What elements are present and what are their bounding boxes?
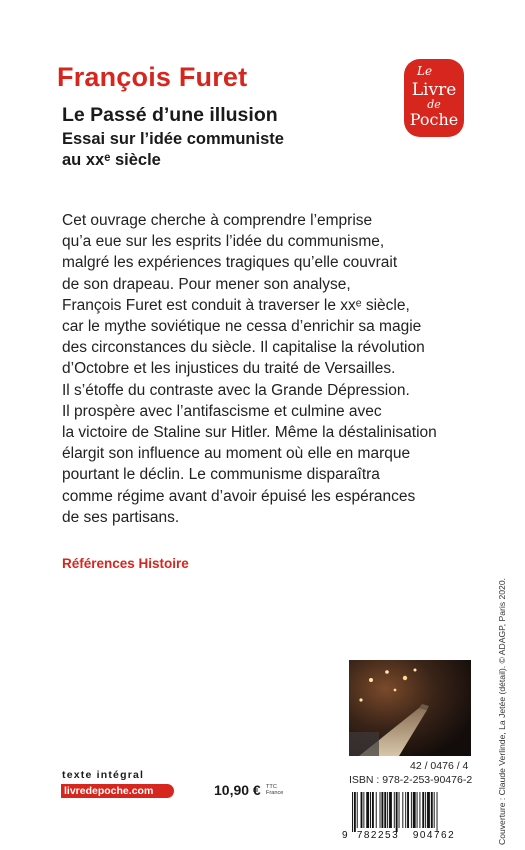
ean-barcode [340,790,472,840]
barcode-bar [396,792,398,832]
barcode-digits-left: 782253 [356,830,400,840]
barcode-bar [407,792,409,828]
price-note [266,784,283,796]
barcode-bar [389,792,392,828]
logo-text: Livre [411,80,457,100]
barcode-bar [402,792,403,828]
barcode-bar [361,792,363,828]
logo-text: de [427,98,441,111]
cover-artwork-thumbnail [349,660,471,756]
barcode-bar [405,792,406,828]
reference-number: 42 / 0476 / 4 [410,760,469,772]
blurb-line: malgré les expériences tragiques qu’elle couvrait [62,254,398,272]
barcode-bar [366,792,369,828]
barcode-bar [370,792,371,828]
barcode-bar [363,792,364,828]
barcode-bar [427,792,430,828]
barcode-bar [437,792,438,832]
blurb-line: de son drapeau. Pour mener son analyse, [62,275,351,293]
barcode-bar [394,792,395,828]
barcode-bar [381,792,383,828]
livre-de-poche-logo [403,58,465,138]
blurb-line: comme régime avant d’avoir épuisé les espérances [62,487,416,505]
barcode-digits-right: 904762 [412,830,456,840]
barcode-bar [411,792,412,828]
blurb-line: François Furet est conduit à traverser le xxᵉ siècle, [62,296,410,314]
blurb-line: qu’a eue sur les esprits l’idée du communisme, [62,233,385,251]
blurb-line: Il s’étoffe du contraste avec la Grande Dépression. [62,381,410,399]
barcode-bar [380,792,381,828]
back-cover-blurb [62,210,482,528]
texte-integral-label: texte intégral [62,769,145,781]
cover-credit: Couverture : Claude Verlinde, La Jetée (détail). © ADAGP, Paris 2020. [497,578,507,845]
barcode-bar [376,792,377,828]
subtitle-line: au xxᵉ siècle [62,151,161,169]
blurb-line: car le mythe soviétique ne cessa d’enrichir sa magie [62,318,422,336]
barcode-bar [384,792,386,828]
barcode-bar [434,792,435,828]
barcode-bar [419,792,420,828]
author-name: François Furet [57,62,248,92]
blurb-line: de ses partisans. [62,508,180,526]
barcode-bar [413,792,416,828]
price-note-country: France [266,790,284,796]
book-subtitle [62,129,284,171]
barcode-bar [354,792,356,832]
blurb-line: des circonstances du siècle. Il capitalise la révolution [62,339,425,357]
blurb-line: pourtant le déclin. Le communisme disparaîtra [62,466,380,484]
barcode-bar [399,792,400,828]
blurb-line: Il prospère avec l’antifascisme et culmine avec [62,402,382,420]
logo-text: Le [417,64,433,78]
barcode-bar [357,792,358,828]
barcode-bar [431,792,433,828]
price-note-ttc: TTC [266,784,277,790]
logo-text: Poche [409,110,459,129]
barcode-bar [387,792,388,828]
blurb-line: Cet ouvrage cherche à comprendre l’emprise [62,212,373,229]
collection-label: Références Histoire [62,556,189,571]
book-title: Le Passé d’une illusion [62,104,278,126]
isbn: ISBN : 978-2-253-90476-2 [349,774,473,786]
barcode-bar [422,792,424,828]
subtitle-line: Essai sur l’idée communiste [62,130,284,148]
barcode-bar [352,792,353,832]
barcode-digit: 9 [342,830,348,840]
blurb-line: élargit son influence au moment où elle en marque [62,445,411,463]
publisher-website: livredepoche.com [61,784,174,798]
blurb-line: d’Octobre et les injustices du traité de Versailles. [62,360,396,378]
barcode-bar [425,792,426,828]
price: 10,90 € [214,782,261,798]
barcode-bar [372,792,374,828]
blurb-line: la victoire de Staline sur Hitler. Même la déstalinisation [62,424,437,442]
barcode-bar [417,792,418,828]
